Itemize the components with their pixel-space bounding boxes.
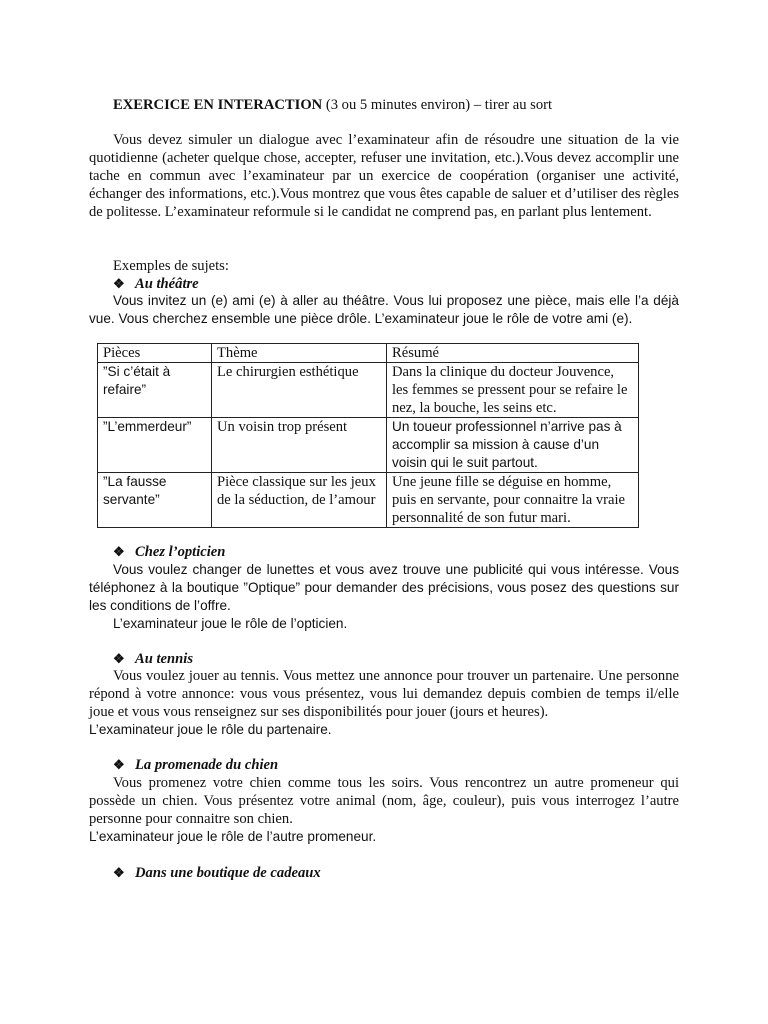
table-cell: ”La fausse servante” [98, 473, 212, 528]
section-title: Chez l’opticien [135, 544, 226, 560]
section-tennis-text: Vous voulez jouer au tennis. Vous mettez une annonce pour trouver un partenaire. Une personne répond à votre annonce: vous vous présentez, vous lui demandez depuis combien de temps il/elle joue et vous vous renseignez sur ses disponibilités pour jouer (jours et heures). [89, 668, 679, 720]
table-cell: Un toueur professionnel n’arrive pas à accomplir sa mission à cause d’un voisin qui le suit partout. [387, 418, 639, 473]
section-title: Au théâtre [135, 276, 199, 292]
section-theatre-text: Vous invitez un (e) ami (e) à aller au théâtre. Vous lui proposez une pièce, mais elle l’a déjà vue. Vous cherchez ensemble une pièce drôle. L’examinateur joue le rôle de votre ami (e). [89, 293, 679, 326]
table-row [98, 363, 639, 418]
section-cadeaux-title [113, 864, 321, 882]
heading-title: EXERCICE EN INTERACTION [113, 97, 323, 113]
section-tennis-role: L’examinateur joue le rôle du partenaire. [89, 722, 332, 737]
diamond-bullet-icon: ❖ [113, 651, 125, 666]
section-theatre-title [113, 275, 199, 293]
table-cell: ”L’emmerdeur” [98, 418, 212, 473]
exercise-heading [89, 96, 679, 114]
table-cell: Une jeune fille se déguise en homme, puis en servante, pour connaitre la vraie personnalité de son futur mari. [387, 473, 639, 528]
section-title: Dans une boutique de cadeaux [135, 865, 321, 881]
intro-paragraph: Vous devez simuler un dialogue avec l’examinateur afin de résoudre une situation de la vie quotidienne (acheter quelque chose, accepter, refuser une invitation, etc.).Vous devez accomplir une tache en commun avec l’examinateur par un exercice de coopération (organiser une activité, échanger des informations, etc.).Vous montrez que vous êtes capable de saluer et d’utiliser des règles de politesse. L’examinateur reformule si le candidat ne comprend pas, en parlant plus lentement. [89, 132, 679, 220]
section-title: Au tennis [135, 651, 193, 667]
heading-subtitle: (3 ou 5 minutes environ) – tirer au sort [325, 97, 553, 113]
table-cell: Pièce classique sur les jeux de la séduction, de l’amour [212, 473, 387, 528]
table-cell: ”Si c’était à refaire” [98, 363, 212, 418]
table-header-row [98, 344, 639, 363]
table-header-cell: Pièces [98, 344, 212, 363]
table-cell: Un voisin trop présent [212, 418, 387, 473]
section-chien-text: Vous promenez votre chien comme tous les soirs. Vous rencontrez un autre promeneur qui possède un chien. Vous présentez votre animal (nom, âge, couleur), puis vous interrogez l’autre personne pour connaitre son chien. [89, 775, 679, 827]
table-header-cell: Résumé [387, 344, 639, 363]
section-opticien-text: Vous voulez changer de lunettes et vous avez trouve une publicité qui vous intéresse. Vous téléphonez à la boutique ”Optique” pour demander des précisions, vous posez des questions sur les conditions de l’offre. [89, 562, 679, 613]
table-cell: Dans la clinique du docteur Jouvence, les femmes se pressent pour se refaire le nez, la bouche, les seins etc. [387, 363, 639, 418]
table-row [98, 473, 639, 528]
section-chien-title [113, 756, 278, 774]
diamond-bullet-icon: ❖ [113, 276, 125, 291]
section-opticien-title [113, 543, 225, 561]
examples-label: Exemples de sujets: [113, 258, 229, 274]
diamond-bullet-icon: ❖ [113, 865, 125, 880]
section-opticien-role: L’examinateur joue le rôle de l’opticien. [113, 616, 348, 631]
table-cell: Le chirurgien esthétique [212, 363, 387, 418]
plays-table [97, 343, 639, 528]
table-header-cell: Thème [212, 344, 387, 363]
diamond-bullet-icon: ❖ [113, 544, 125, 559]
diamond-bullet-icon: ❖ [113, 757, 125, 772]
section-title: La promenade du chien [135, 757, 279, 773]
table-row [98, 418, 639, 473]
section-chien-role: L’examinateur joue le rôle de l’autre promeneur. [89, 829, 377, 844]
section-tennis-title [113, 650, 193, 668]
